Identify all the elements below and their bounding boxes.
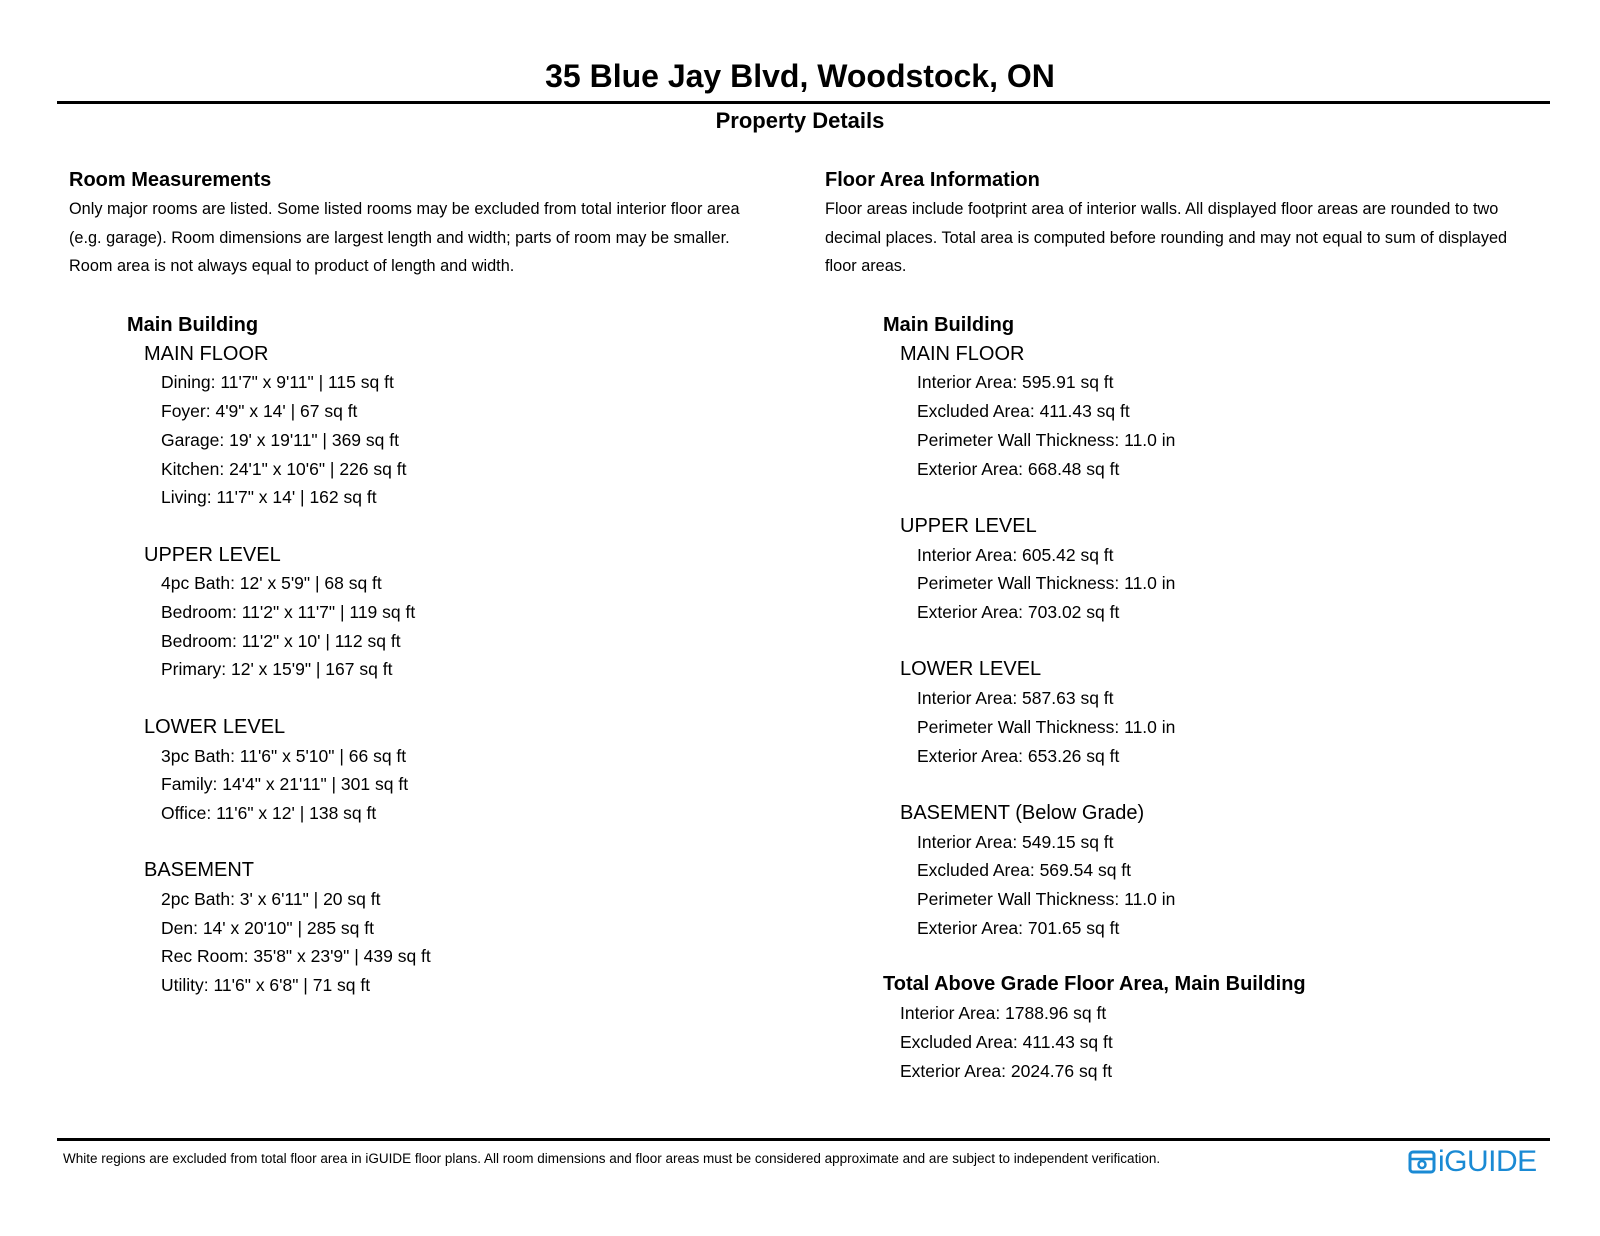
level-name: LOWER LEVEL bbox=[144, 715, 286, 738]
room-measurements-section bbox=[69, 165, 789, 1000]
level-name: BASEMENT bbox=[144, 859, 255, 882]
total-above-grade bbox=[883, 970, 1560, 1085]
room-row: 3pc Bath: 11'6" x 5'10" | 66 sq ft bbox=[161, 745, 407, 766]
area-row: Perimeter Wall Thickness: 11.0 in bbox=[917, 573, 1176, 594]
iguide-logo-text: iGUIDE bbox=[1438, 1145, 1537, 1178]
level-name: LOWER LEVEL bbox=[900, 658, 1042, 681]
footer-disclaimer: White regions are excluded from total floor area in iGUIDE floor plans. All room dimensions and floor areas must be considered approximate and are subject to independent verification. bbox=[63, 1151, 1161, 1166]
area-level-upper-level bbox=[900, 512, 1560, 656]
page-subtitle: Property Details bbox=[715, 108, 885, 133]
rooms-building-name: Main Building bbox=[127, 314, 259, 336]
area-row: Exterior Area: 653.26 sq ft bbox=[917, 745, 1120, 766]
header-divider bbox=[57, 101, 1550, 104]
area-building bbox=[883, 311, 1560, 942]
area-building-name: Main Building bbox=[883, 314, 1015, 336]
note-line: (e.g. garage). Room dimensions are largest length and width; parts of room may be smaller. bbox=[69, 228, 730, 247]
area-row: Perimeter Wall Thickness: 11.0 in bbox=[917, 429, 1176, 450]
room-row: Dining: 11'7" x 9'11" | 115 sq ft bbox=[161, 372, 394, 393]
level-name: MAIN FLOOR bbox=[144, 342, 269, 365]
floor-area-title: Floor Area Information bbox=[825, 169, 1040, 191]
total-row: Interior Area: 1788.96 sq ft bbox=[900, 1003, 1107, 1024]
room-row: Foyer: 4'9" x 14' | 67 sq ft bbox=[161, 401, 358, 422]
floor-area-note bbox=[825, 195, 1560, 281]
note-line: Room area is not always equal to product of length and width. bbox=[69, 257, 515, 276]
level-name: UPPER LEVEL bbox=[900, 514, 1037, 537]
room-row: Office: 11'6" x 12' | 138 sq ft bbox=[161, 802, 377, 823]
area-level-lower-level bbox=[900, 655, 1560, 799]
total-title: Total Above Grade Floor Area, Main Building bbox=[883, 973, 1306, 996]
level-name: MAIN FLOOR bbox=[900, 342, 1025, 365]
room-row: Utility: 11'6" x 6'8" | 71 sq ft bbox=[161, 975, 371, 996]
note-line: Floor areas include footprint area of interior walls. All displayed floor areas are rounded to two bbox=[825, 200, 1499, 218]
room-row: Kitchen: 24'1" x 10'6" | 226 sq ft bbox=[161, 458, 407, 479]
area-row: Interior Area: 587.63 sq ft bbox=[917, 688, 1114, 709]
area-row: Perimeter Wall Thickness: 11.0 in bbox=[917, 716, 1176, 737]
area-row: Perimeter Wall Thickness: 11.0 in bbox=[917, 889, 1176, 910]
page-title: 35 Blue Jay Blvd, Woodstock, ON bbox=[545, 58, 1055, 94]
iguide-logo bbox=[1408, 1143, 1537, 1181]
area-row: Exterior Area: 703.02 sq ft bbox=[917, 602, 1120, 623]
room-row: Den: 14' x 20'10" | 285 sq ft bbox=[161, 917, 374, 938]
floor-area-section bbox=[825, 165, 1560, 1085]
room-row: Bedroom: 11'2" x 10' | 112 sq ft bbox=[161, 630, 401, 651]
room-row: Rec Room: 35'8" x 23'9" | 439 sq ft bbox=[161, 946, 431, 967]
total-row: Excluded Area: 411.43 sq ft bbox=[900, 1031, 1113, 1052]
level-name: UPPER LEVEL bbox=[144, 543, 281, 566]
room-row: Living: 11'7" x 14' | 162 sq ft bbox=[161, 487, 377, 508]
area-row: Exterior Area: 668.48 sq ft bbox=[917, 458, 1120, 479]
room-row: Bedroom: 11'2" x 11'7" | 119 sq ft bbox=[161, 602, 416, 623]
area-level-basement bbox=[900, 799, 1560, 943]
room-row: Family: 14'4" x 21'11" | 301 sq ft bbox=[161, 774, 409, 795]
note-line: floor areas. bbox=[825, 257, 907, 276]
area-row: Interior Area: 605.42 sq ft bbox=[917, 544, 1114, 565]
iguide-camera-icon bbox=[1408, 1148, 1436, 1176]
area-row: Interior Area: 549.15 sq ft bbox=[917, 831, 1114, 852]
rooms-building bbox=[127, 311, 789, 1000]
area-level-main-floor bbox=[900, 340, 1560, 512]
room-row: 2pc Bath: 3' x 6'11" | 20 sq ft bbox=[161, 889, 381, 910]
area-row: Excluded Area: 569.54 sq ft bbox=[917, 860, 1132, 881]
room-measurements-title: Room Measurements bbox=[69, 169, 272, 191]
rooms-level-lower-level bbox=[144, 713, 789, 857]
room-row: 4pc Bath: 12' x 5'9" | 68 sq ft bbox=[161, 573, 382, 594]
rooms-level-main-floor bbox=[144, 340, 789, 541]
room-row: Primary: 12' x 15'9" | 167 sq ft bbox=[161, 659, 393, 680]
area-row: Excluded Area: 411.43 sq ft bbox=[917, 401, 1130, 422]
total-row: Exterior Area: 2024.76 sq ft bbox=[900, 1060, 1113, 1081]
rooms-level-basement bbox=[144, 856, 789, 1000]
area-row: Exterior Area: 701.65 sq ft bbox=[917, 917, 1120, 938]
area-row: Interior Area: 595.91 sq ft bbox=[917, 372, 1114, 393]
rooms-level-upper-level bbox=[144, 541, 789, 713]
room-row: Garage: 19' x 19'11" | 369 sq ft bbox=[161, 429, 399, 450]
note-line: Only major rooms are listed. Some listed rooms may be excluded from total interior floor area bbox=[69, 200, 740, 218]
room-measurements-note bbox=[69, 195, 789, 281]
footer-divider bbox=[57, 1138, 1550, 1141]
level-name: BASEMENT (Below Grade) bbox=[900, 801, 1145, 824]
note-line: decimal places. Total area is computed before rounding and may not equal to sum of displayed bbox=[825, 228, 1508, 247]
